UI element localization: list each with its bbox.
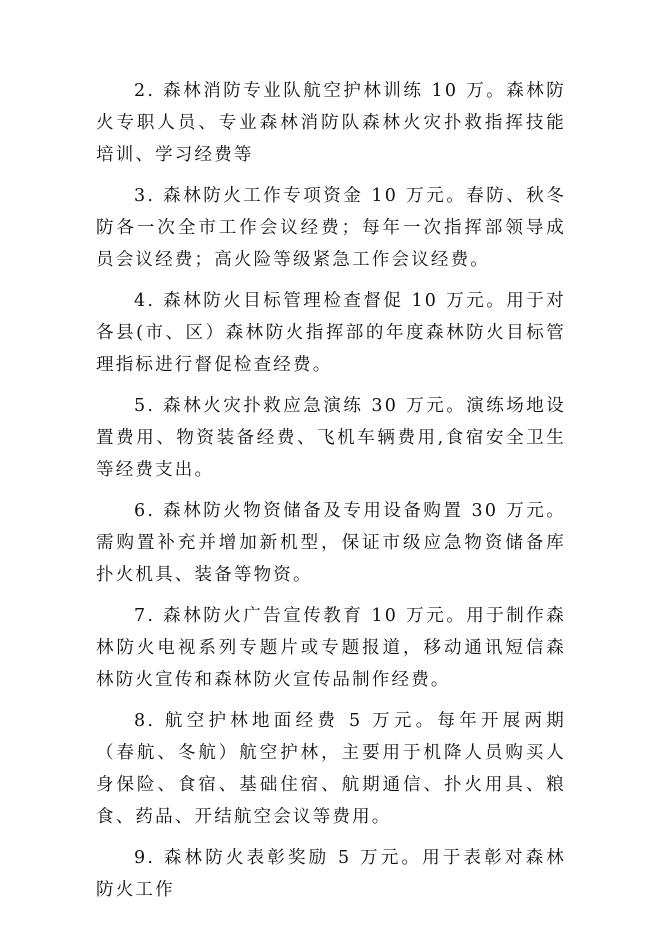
paragraph-item-7: 7. 森林防火广告宣传教育 10 万元。用于制作森林防火电视系列专题片或专题报道，移动通讯短信森林防火宣传和森林防火宣传品制作经费。 xyxy=(96,606,566,690)
paragraph-item-9: 9. 森林防火表彰奖励 5 万元。用于表彰对森林防火工作 xyxy=(96,848,566,900)
paragraph-item-3: 3. 森林防火工作专项资金 10 万元。春防、秋冬防各一次全市工作会议经费；每年一次指挥部领导成员会议经费；高火险等级紧急工作会议经费。 xyxy=(96,186,566,270)
document-body xyxy=(96,75,566,915)
paragraph-item-2: 2. 森林消防专业队航空护林训练 10 万。森林防火专职人员、专业森林消防队森林火灾扑救指挥技能培训、学习经费等 xyxy=(96,81,566,165)
paragraph-item-8: 8. 航空护林地面经费 5 万元。每年开展两期（春航、冬航）航空护林，主要用于机降人员购买人身保险、食宿、基础住宿、航期通信、扑火用具、粮食、药品、开结航空会议等费用。 xyxy=(96,711,566,827)
paragraph-item-4: 4. 森林防火目标管理检查督促 10 万元。用于对各县(市、区）森林防火指挥部的年度森林防火目标管理指标进行督促检查经费。 xyxy=(96,291,566,375)
paragraph-item-5: 5. 森林火灾扑救应急演练 30 万元。演练场地设置费用、物资装备经费、飞机车辆费用,食宿安全卫生等经费支出。 xyxy=(96,396,566,480)
paragraph-item-6: 6. 森林防火物资储备及专用设备购置 30 万元。需购置补充并增加新机型，保证市级应急物资储备库扑火机具、装备等物资。 xyxy=(96,501,566,585)
